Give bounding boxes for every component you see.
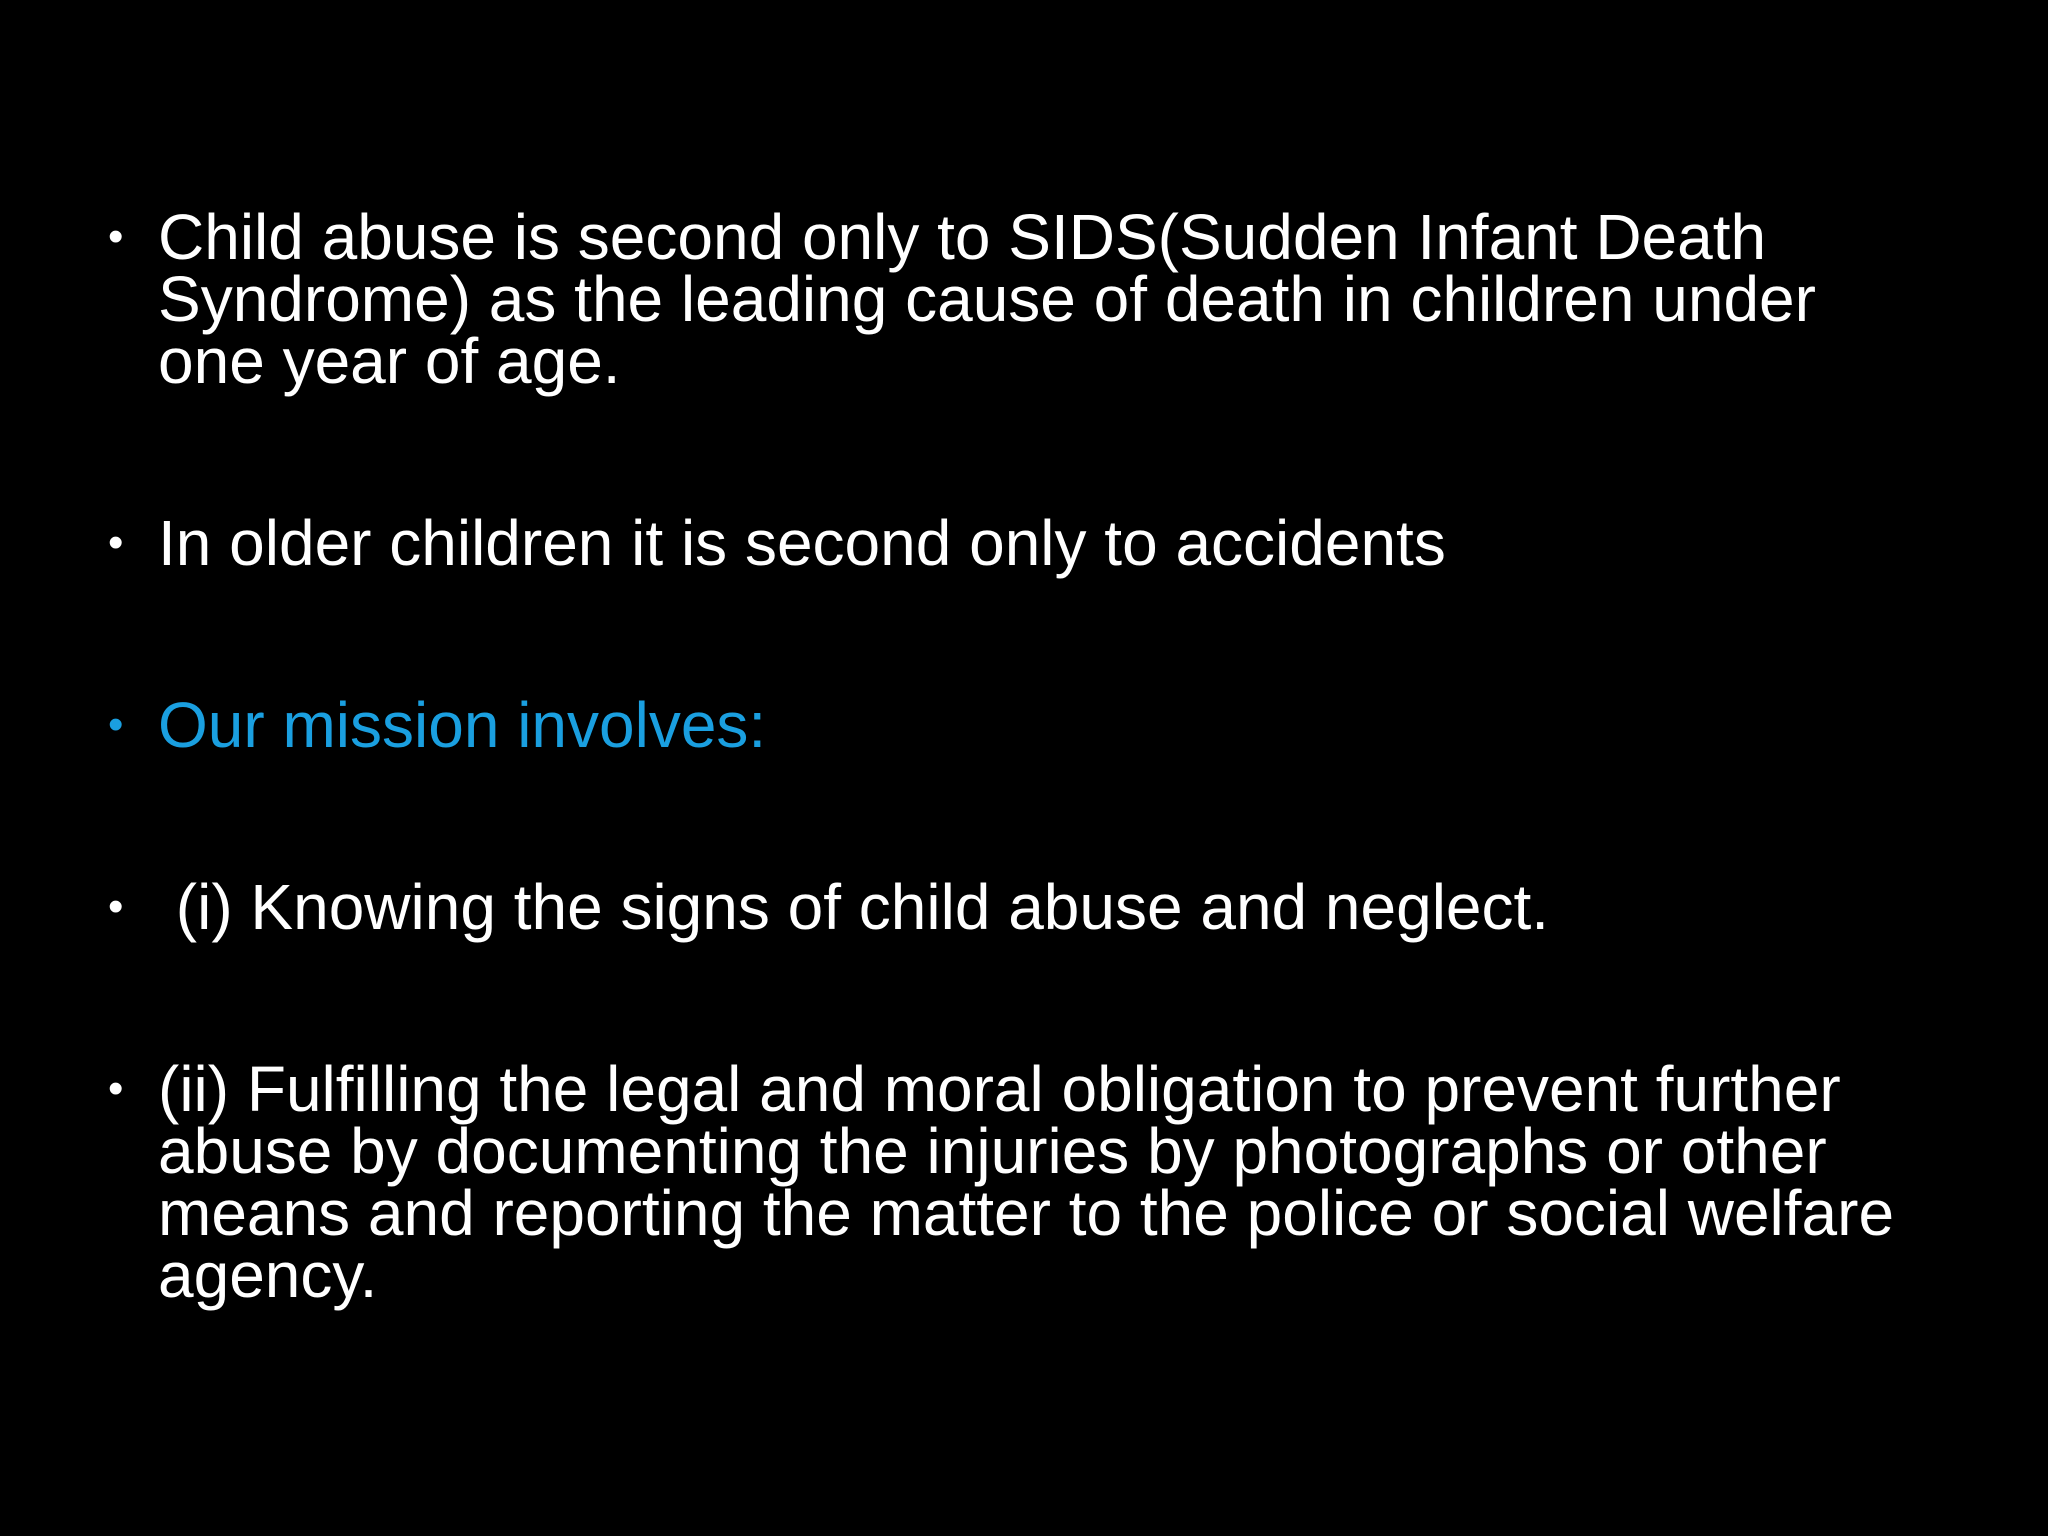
bullet-knowing-signs <box>108 871 1928 943</box>
bullet-marker: • <box>108 1064 124 1113</box>
bullet-text: Our mission involves: <box>158 689 767 761</box>
bullet-mission-heading <box>108 689 1928 761</box>
bullet-legal-obligation <box>108 1053 1928 1311</box>
bullet-marker: • <box>108 212 124 261</box>
bullet-text: (i) Knowing the signs of child abuse and neglect. <box>158 871 1550 943</box>
bullet-child-abuse-statistic <box>108 201 1928 397</box>
bullet-marker: • <box>108 700 124 749</box>
bullet-older-children <box>108 507 1928 579</box>
bullet-marker: • <box>108 882 124 931</box>
bullet-text: (ii) Fulfilling the legal and moral obligation to prevent further abuse by documenting the injuries by photographs or other means and reporting the matter to the police or social welfare agency. <box>158 1053 1895 1311</box>
bullet-text: Child abuse is second only to SIDS(Sudden Infant Death Syndrome) as the leading cause of death in children under one year of age. <box>158 201 1816 397</box>
bullet-marker: • <box>108 518 124 567</box>
bullet-text: In older children it is second only to accidents <box>158 507 1446 579</box>
